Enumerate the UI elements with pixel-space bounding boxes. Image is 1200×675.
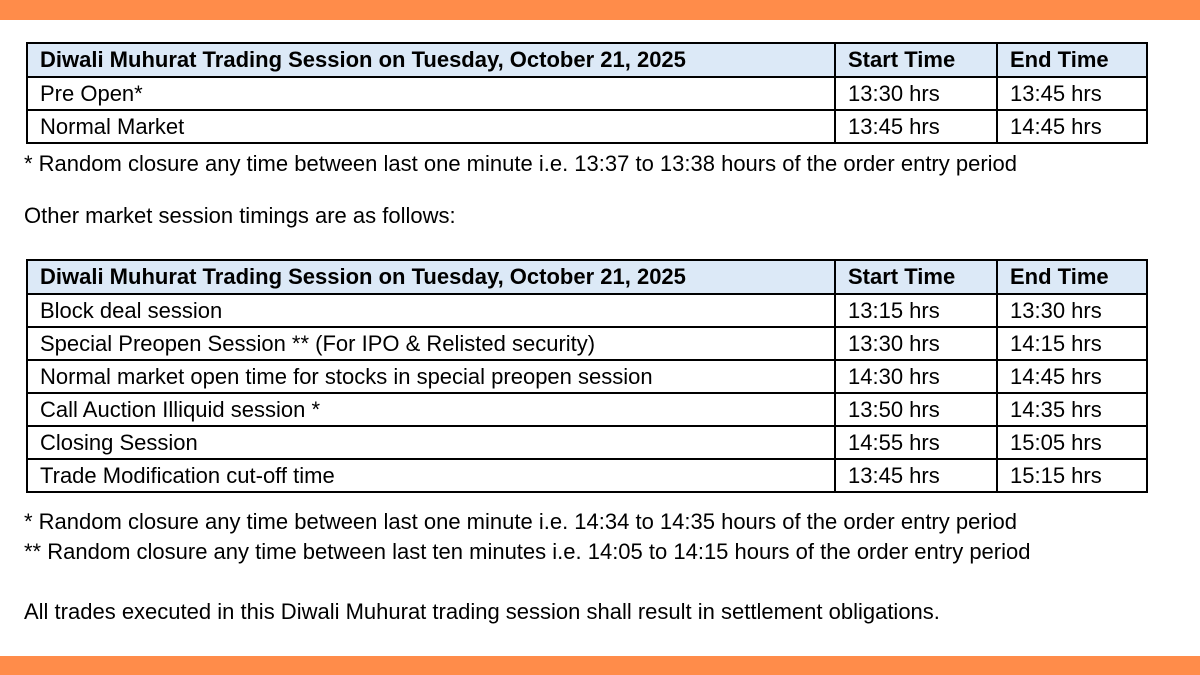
- session-name: Trade Modification cut-off time: [27, 459, 835, 492]
- footnote-special-preopen: ** Random closure any time between last ten minutes i.e. 14:05 to 14:15 hours of the order entry period: [24, 539, 1031, 564]
- header-session: Diwali Muhurat Trading Session on Tuesday, October 21, 2025: [27, 43, 835, 77]
- table-row: [27, 327, 1147, 360]
- footnote-call-auction: * Random closure any time between last one minute i.e. 14:34 to 14:35 hours of the order entry period: [24, 509, 1018, 534]
- end-time: 14:35 hrs: [997, 393, 1147, 426]
- start-time: 13:50 hrs: [835, 393, 997, 426]
- table-row: [27, 459, 1147, 492]
- end-time: 13:30 hrs: [997, 294, 1147, 327]
- start-time: 14:55 hrs: [835, 426, 997, 459]
- settlement-statement: All trades executed in this Diwali Muhurat trading session shall result in settlement obligations.: [24, 599, 940, 624]
- session-name: Special Preopen Session ** (For IPO & Relisted security): [27, 327, 835, 360]
- session-name: Closing Session: [27, 426, 835, 459]
- intro-text: Other market session timings are as follows:: [24, 203, 456, 228]
- start-time: 13:30 hrs: [835, 77, 997, 110]
- header-session: Diwali Muhurat Trading Session on Tuesday, October 21, 2025: [27, 260, 835, 294]
- end-time: 15:15 hrs: [997, 459, 1147, 492]
- start-time: 13:15 hrs: [835, 294, 997, 327]
- footnote-pre-open: * Random closure any time between last one minute i.e. 13:37 to 13:38 hours of the order entry period: [24, 151, 1018, 176]
- end-time: 14:15 hrs: [997, 327, 1147, 360]
- start-time: 13:45 hrs: [835, 110, 997, 143]
- end-time: 14:45 hrs: [997, 110, 1147, 143]
- session-name: Pre Open*: [27, 77, 835, 110]
- header-end-time: End Time: [997, 43, 1147, 77]
- session-name: Normal Market: [27, 110, 835, 143]
- end-time: 13:45 hrs: [997, 77, 1147, 110]
- start-time: 14:30 hrs: [835, 360, 997, 393]
- other-sessions-table: [26, 259, 1148, 493]
- muhurat-session-table: [26, 42, 1148, 144]
- bottom-orange-band: [0, 656, 1200, 675]
- start-time: 13:30 hrs: [835, 327, 997, 360]
- table-row: [27, 77, 1147, 110]
- start-time: 13:45 hrs: [835, 459, 997, 492]
- header-start-time: Start Time: [835, 43, 997, 77]
- table-header-row: [27, 260, 1147, 294]
- session-name: Call Auction Illiquid session *: [27, 393, 835, 426]
- table-row: [27, 294, 1147, 327]
- end-time: 14:45 hrs: [997, 360, 1147, 393]
- table-row: [27, 110, 1147, 143]
- table-row: [27, 393, 1147, 426]
- header-start-time: Start Time: [835, 260, 997, 294]
- table-header-row: [27, 43, 1147, 77]
- session-name: Normal market open time for stocks in special preopen session: [27, 360, 835, 393]
- table-row: [27, 360, 1147, 393]
- header-end-time: End Time: [997, 260, 1147, 294]
- session-name: Block deal session: [27, 294, 835, 327]
- table-row: [27, 426, 1147, 459]
- top-orange-band: [0, 0, 1200, 20]
- end-time: 15:05 hrs: [997, 426, 1147, 459]
